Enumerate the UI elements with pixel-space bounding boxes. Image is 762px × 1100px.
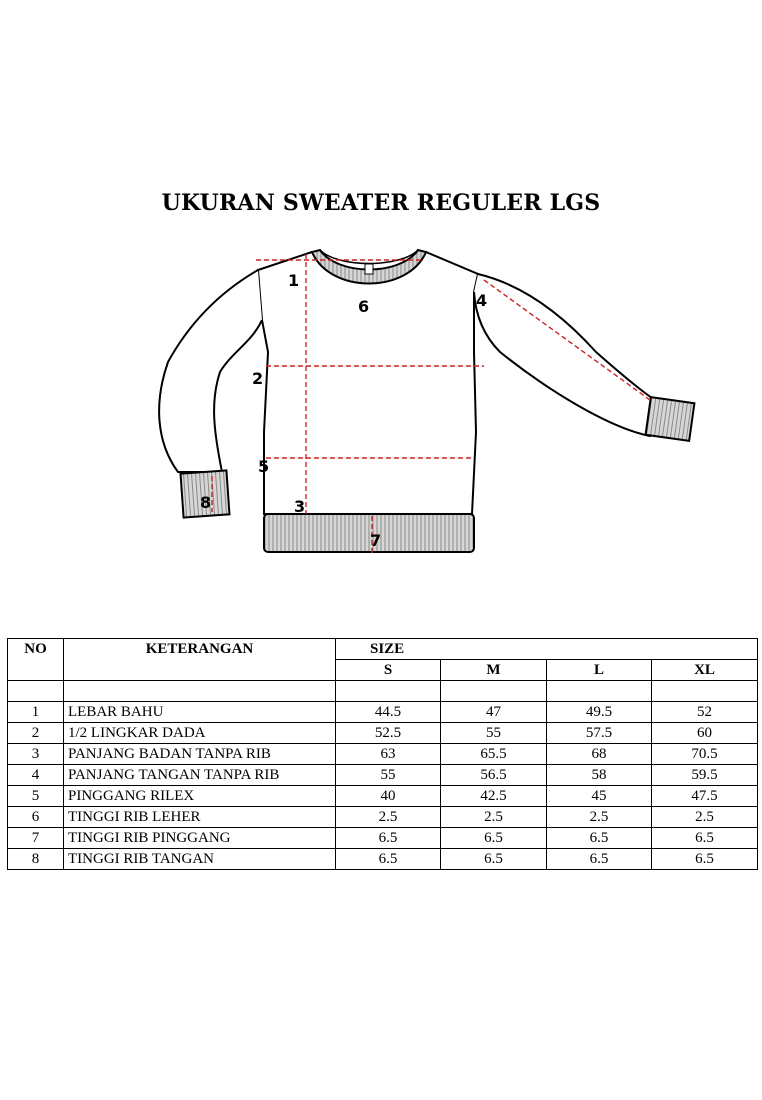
row-size-l: 68: [547, 744, 652, 765]
row-no: 6: [8, 807, 64, 828]
row-size-l: 2.5: [547, 807, 652, 828]
row-desc: TINGGI RIB LEHER: [64, 807, 336, 828]
row-size-xl: 6.5: [652, 828, 758, 849]
row-size-m: 2.5: [441, 807, 547, 828]
row-desc: LEBAR BAHU: [64, 702, 336, 723]
row-desc: PANJANG TANGAN TANPA RIB: [64, 765, 336, 786]
table-row: [8, 849, 758, 870]
row-no: 1: [8, 702, 64, 723]
row-desc: 1/2 LINGKAR DADA: [64, 723, 336, 744]
row-size-s: 55: [336, 765, 441, 786]
header-keterangan: KETERANGAN: [64, 639, 336, 681]
row-no: 8: [8, 849, 64, 870]
row-size-l: 57.5: [547, 723, 652, 744]
row-size-s: 40: [336, 786, 441, 807]
sweater-body-outline: [258, 252, 478, 514]
row-desc: TINGGI RIB PINGGANG: [64, 828, 336, 849]
sweater-illustration: [140, 232, 720, 564]
chart-title: UKURAN SWEATER REGULER LGS: [161, 190, 601, 216]
measure-label-6: 6: [358, 297, 370, 316]
row-no: 2: [8, 723, 64, 744]
table-row: [8, 765, 758, 786]
row-size-m: 42.5: [441, 786, 547, 807]
measure-label-4: 4: [476, 291, 488, 310]
header-size-l: L: [547, 660, 652, 681]
row-no: 4: [8, 765, 64, 786]
row-size-l: 6.5: [547, 849, 652, 870]
row-size-xl: 59.5: [652, 765, 758, 786]
right-cuff: [646, 397, 695, 441]
left-sleeve-outline: [159, 270, 262, 472]
row-desc: PINGGANG RILEX: [64, 786, 336, 807]
row-desc: TINGGI RIB TANGAN: [64, 849, 336, 870]
row-size-m: 55: [441, 723, 547, 744]
row-size-m: 6.5: [441, 828, 547, 849]
table-row: [8, 723, 758, 744]
row-size-l: 49.5: [547, 702, 652, 723]
row-size-l: 6.5: [547, 828, 652, 849]
table-row: [8, 807, 758, 828]
row-size-xl: 6.5: [652, 849, 758, 870]
table-header-row-1: [8, 639, 758, 660]
right-sleeve-outline: [474, 274, 658, 436]
row-size-m: 47: [441, 702, 547, 723]
size-table-container: [7, 638, 757, 870]
waist-rib: [264, 514, 474, 552]
row-size-xl: 52: [652, 702, 758, 723]
row-no: 7: [8, 828, 64, 849]
sweater-diagram: [140, 232, 720, 564]
measure-label-3: 3: [294, 497, 306, 516]
header-size: SIZE: [336, 639, 758, 660]
row-size-s: 2.5: [336, 807, 441, 828]
header-size-s: S: [336, 660, 441, 681]
row-size-m: 56.5: [441, 765, 547, 786]
row-no: 5: [8, 786, 64, 807]
row-no: 3: [8, 744, 64, 765]
row-size-s: 52.5: [336, 723, 441, 744]
row-size-s: 6.5: [336, 849, 441, 870]
header-no: NO: [8, 639, 64, 681]
size-table: [7, 638, 758, 870]
row-size-l: 45: [547, 786, 652, 807]
row-size-xl: 70.5: [652, 744, 758, 765]
row-size-m: 65.5: [441, 744, 547, 765]
header-size-m: M: [441, 660, 547, 681]
table-row: [8, 786, 758, 807]
table-row: [8, 702, 758, 723]
row-size-l: 58: [547, 765, 652, 786]
measure-label-1: 1: [288, 271, 300, 290]
header-size-xl: XL: [652, 660, 758, 681]
row-size-xl: 47.5: [652, 786, 758, 807]
table-row: [8, 744, 758, 765]
row-desc: PANJANG BADAN TANPA RIB: [64, 744, 336, 765]
row-size-s: 6.5: [336, 828, 441, 849]
table-row: [8, 828, 758, 849]
measure-label-2: 2: [252, 369, 264, 388]
measure-label-7: 7: [370, 531, 382, 550]
measure-label-8: 8: [200, 493, 212, 512]
measure-label-5: 5: [258, 457, 270, 476]
row-size-s: 44.5: [336, 702, 441, 723]
row-size-xl: 2.5: [652, 807, 758, 828]
blank-row: [8, 681, 758, 702]
row-size-xl: 60: [652, 723, 758, 744]
row-size-s: 63: [336, 744, 441, 765]
row-size-m: 6.5: [441, 849, 547, 870]
